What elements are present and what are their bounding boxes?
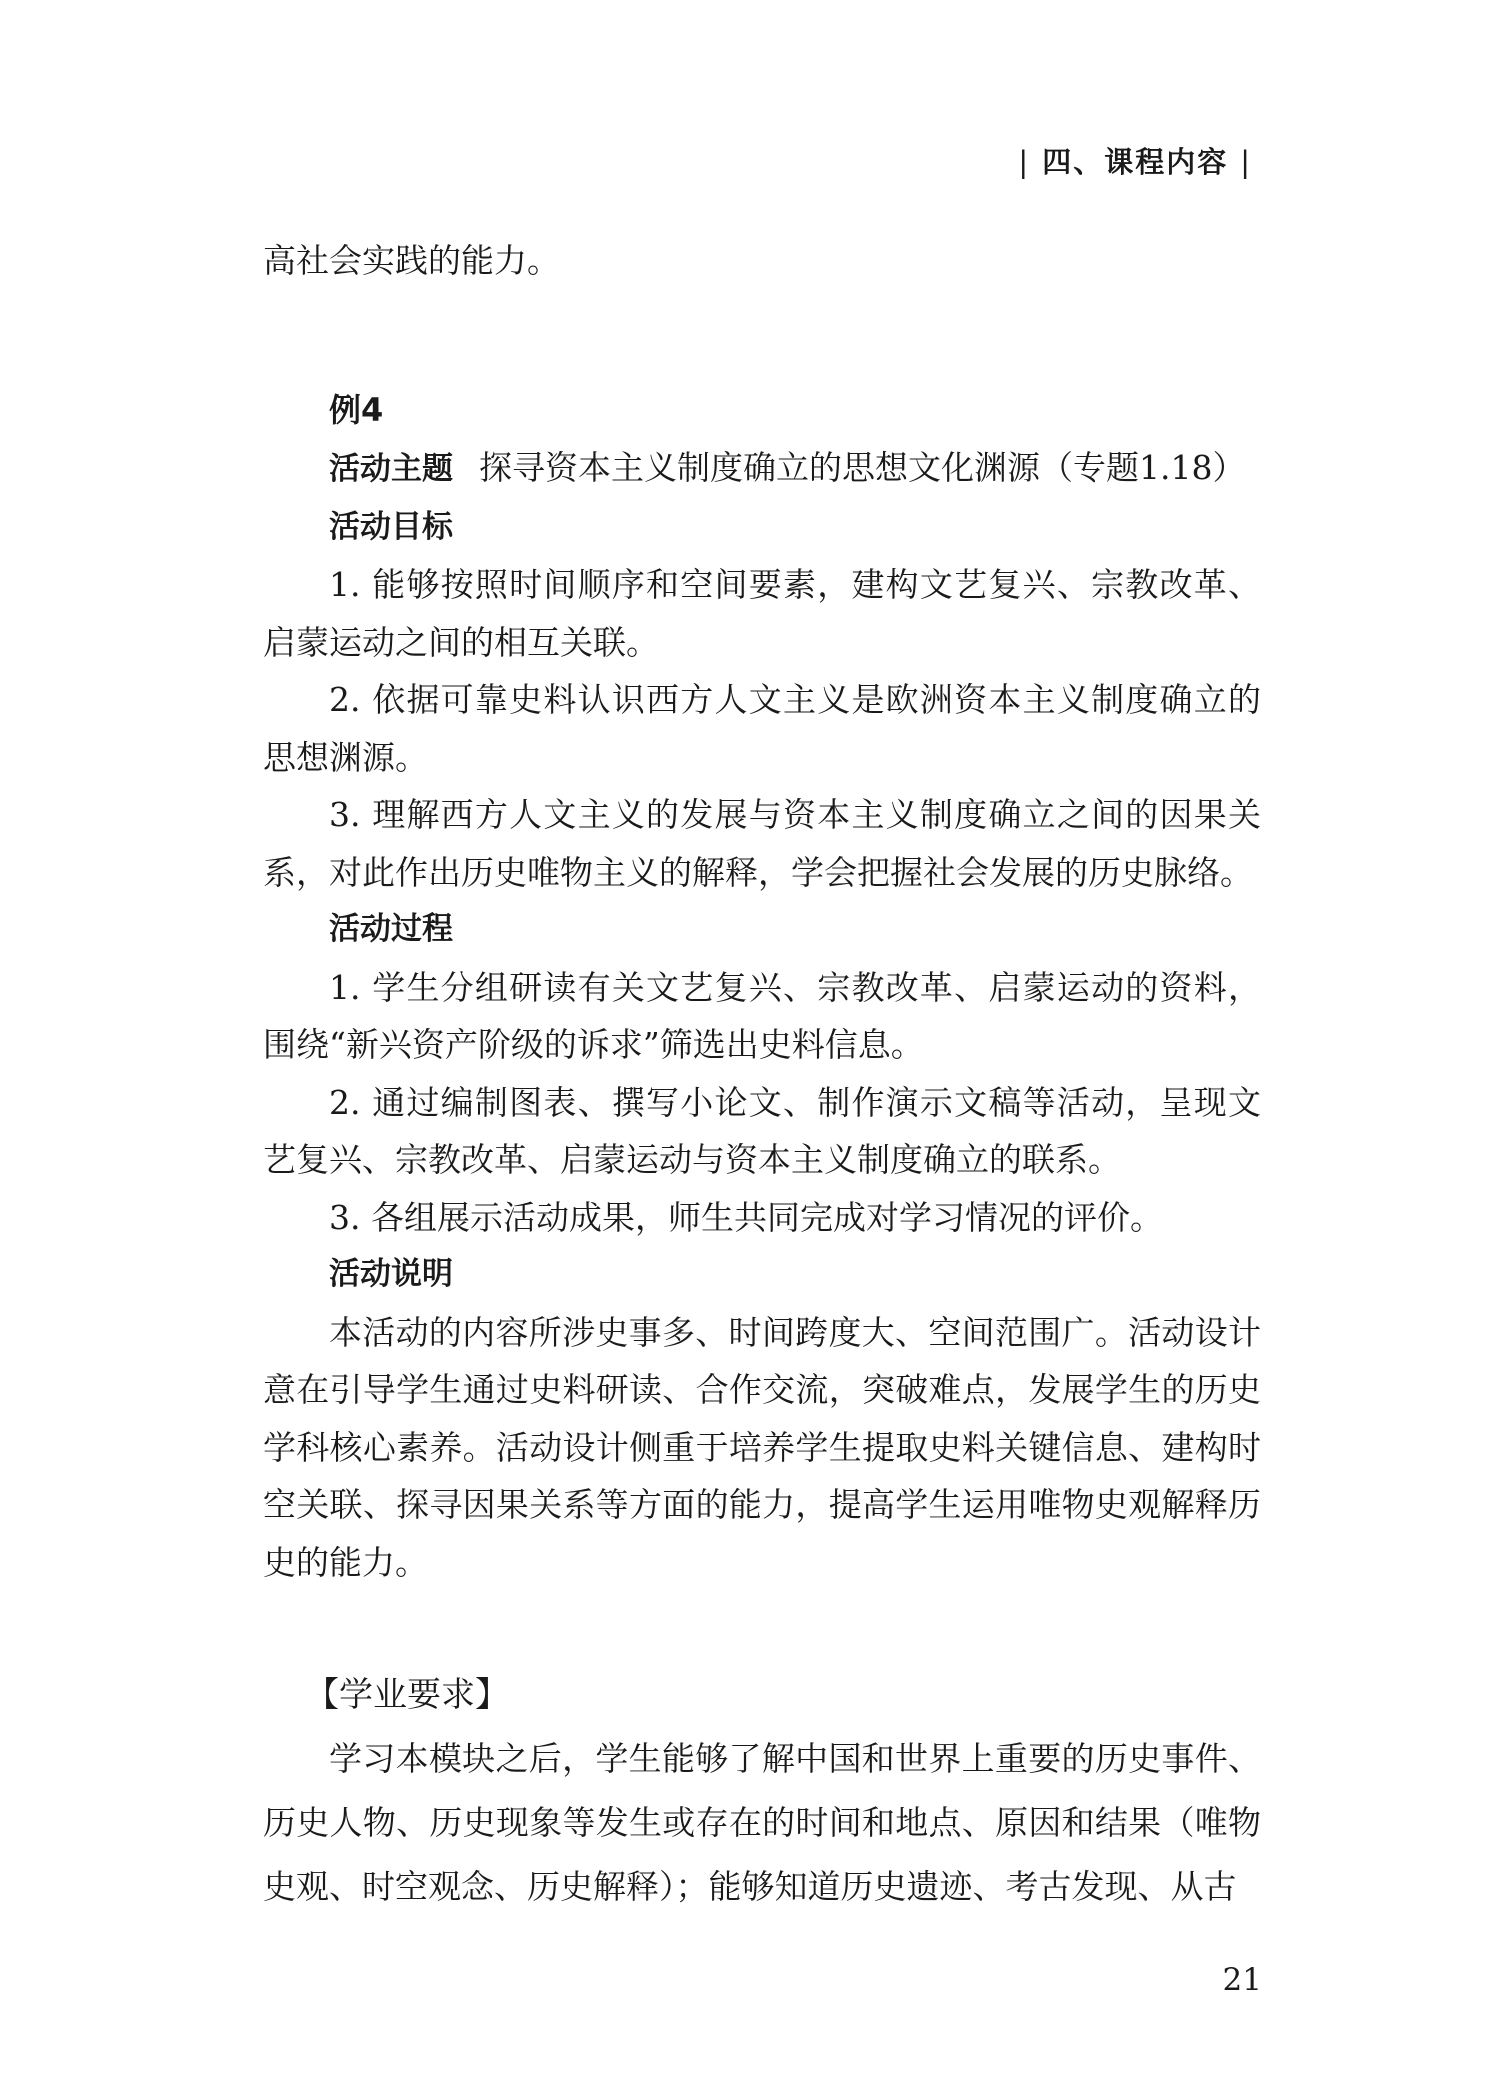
requirements-text: 学习本模块之后，学生能够了解中国和世界上重要的历史事件、历史人物、历史现象等发生或存在的时间和地点、原因和结果（唯物史观、时空观念、历史解释）；能够知道历史遗迹、考古发现、从古 bbox=[263, 1739, 1261, 1906]
goal-item: 3. 理解西方人文主义的发展与资本主义制度确立之间的因果关系，对此作出历史唯物主义的解释，学会把握社会发展的历史脉络。 bbox=[263, 795, 1261, 892]
running-header bbox=[1006, 140, 1264, 181]
header-section-title: 四、课程内容 bbox=[1042, 145, 1229, 179]
activity-topic bbox=[263, 439, 1261, 499]
goals-heading: 活动目标 bbox=[329, 508, 453, 545]
requirements-title: 【学业要求】 bbox=[305, 1675, 509, 1715]
notes-heading: 活动说明 bbox=[329, 1256, 453, 1292]
page-content bbox=[263, 232, 1261, 1919]
process-heading: 活动过程 bbox=[329, 911, 453, 947]
continuation-text: 高社会实践的能力。 bbox=[263, 241, 560, 280]
goal-item: 2. 依据可靠史料认识西方人文主义是欧洲资本主义制度确立的思想渊源。 bbox=[263, 680, 1261, 777]
page-number: 21 bbox=[1222, 1962, 1262, 1998]
activity-topic-label: 活动主题 bbox=[329, 451, 453, 487]
example-title: 例4 bbox=[329, 390, 384, 429]
goal-item: 1. 能够按照时间顺序和空间要素，建构文艺复兴、宗教改革、启蒙运动之间的相互关联。 bbox=[263, 565, 1261, 662]
process-item: 1. 学生分组研读有关文艺复兴、宗教改革、启蒙运动的资料，围绕“新兴资产阶级的诉求”筛选出史料信息。 bbox=[263, 967, 1261, 1064]
activity-topic-text: 探寻资本主义制度确立的思想文化渊源（专题1.18） bbox=[479, 448, 1246, 487]
process-item: 2. 通过编制图表、撰写小论文、制作演示文稿等活动，呈现文艺复兴、宗教改革、启蒙运动与资本主义制度确立的联系。 bbox=[263, 1082, 1261, 1179]
notes-text: 本活动的内容所涉史事多、时间跨度大、空间范围广。活动设计意在引导学生通过史料研读、合作交流，突破难点，发展学生的历史学科核心素养。活动设计侧重于培养学生提取史料关键信息、建构时空关联、探寻因果关系等方面的能力，提高学生运用唯物史观解释历史的能力。 bbox=[263, 1312, 1261, 1582]
header-bar-right: | bbox=[1240, 145, 1252, 179]
process-item: 3. 各组展示活动成果，师生共同完成对学习情况的评价。 bbox=[329, 1197, 1163, 1237]
header-bar-left: | bbox=[1018, 145, 1031, 179]
